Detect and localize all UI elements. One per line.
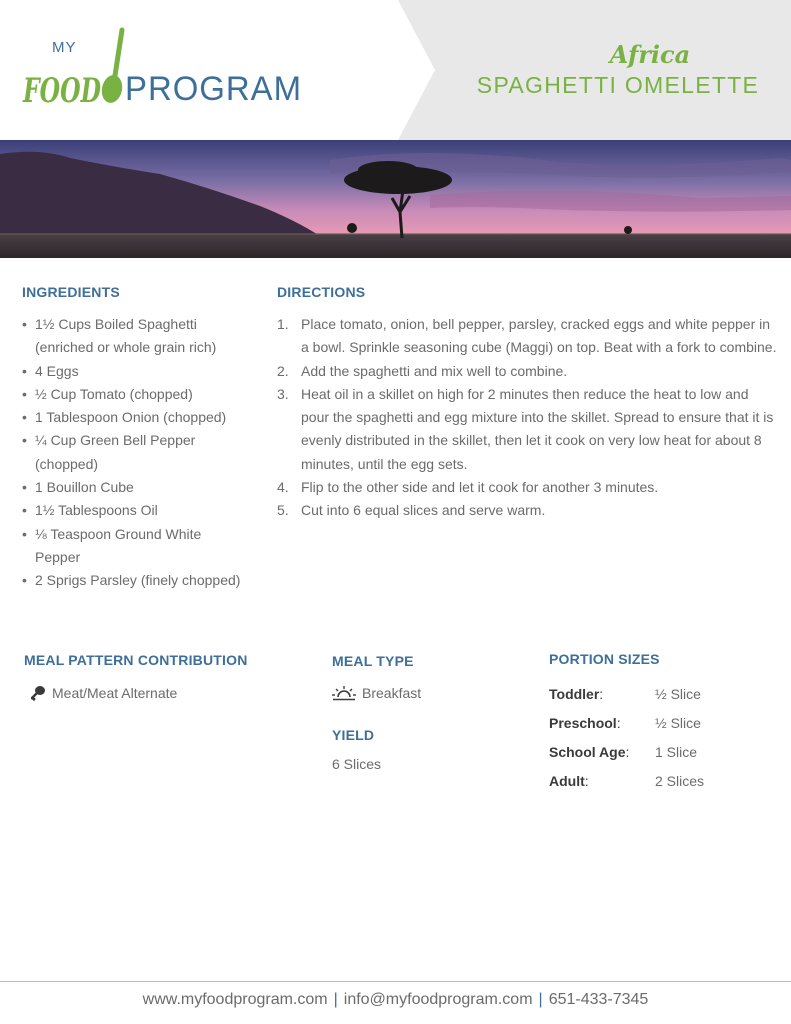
- meal-pattern-label: Meat/Meat Alternate: [52, 685, 178, 701]
- yield-heading: YIELD: [332, 727, 375, 743]
- meal-type-label: Breakfast: [362, 685, 422, 701]
- footer-email-link[interactable]: info@myfoodprogram.com: [343, 991, 533, 1008]
- portion-label: Preschool:: [549, 715, 621, 731]
- hero-landscape-image: [0, 140, 791, 258]
- step-text: Add the spaghetti and mix well to combine.: [301, 362, 568, 379]
- my-food-program-logo: [22, 22, 312, 112]
- ingredient-item: • 4 Eggs: [22, 360, 262, 383]
- portion-value: 2 Slices: [655, 773, 705, 789]
- ingredient-item: • ¼ Cup Green Bell Pepper: [22, 429, 262, 452]
- logo-food-text: FOOD: [22, 71, 102, 111]
- ingredients-list: [22, 313, 262, 593]
- directions-list: [277, 313, 777, 523]
- direction-step: [277, 476, 777, 499]
- ingredient-item: • 1 Tablespoon Onion (chopped): [22, 406, 262, 429]
- ingredient-item: • ½ Cup Tomato (chopped): [22, 383, 262, 406]
- portion-label: Toddler:: [549, 686, 604, 702]
- footer-divider: [0, 981, 791, 982]
- ingredient-item: • 2 Sprigs Parsley (finely chopped): [22, 569, 262, 592]
- step-text: Heat oil in a skillet on high for 2 minutes then reduce the heat to low and pour the spaghetti and egg mixture into the skillet. Spread to ensure that it is evenly distributed in the skillet, then let it cook on very low heat for about 8 minutes, until the egg sets.: [301, 385, 774, 472]
- footer-separator: |: [333, 991, 338, 1008]
- portion-value: ½ Slice: [655, 715, 701, 731]
- ingredient-item-continued: (chopped): [35, 455, 99, 472]
- recipe-title: SPAGHETTI OMELETTE: [476, 72, 760, 98]
- step-number: 3.: [277, 385, 289, 402]
- step-number: 1.: [277, 316, 289, 332]
- direction-step: [277, 383, 777, 476]
- step-number: 2.: [277, 362, 289, 379]
- ingredient-item-continued: Pepper: [35, 548, 81, 565]
- portion-value: ½ Slice: [655, 686, 701, 702]
- ingredient-item: • ⅛ Teaspoon Ground White: [22, 523, 262, 546]
- meal-type-heading: MEAL TYPE: [332, 653, 414, 669]
- meal-type-item: [332, 685, 421, 701]
- title-panel: [398, 0, 791, 140]
- recipe-region: Africa: [609, 40, 691, 69]
- portion-label: Adult:: [549, 773, 589, 789]
- ingredient-item: • 1½ Cups Boiled Spaghetti: [22, 313, 262, 336]
- portion-value: 1 Slice: [655, 744, 698, 760]
- ingredient-item: • 1 Bouillon Cube: [22, 476, 262, 499]
- portion-sizes-heading: PORTION SIZES: [549, 651, 660, 667]
- directions-heading: DIRECTIONS: [277, 284, 366, 300]
- step-text: Place tomato, onion, bell pepper, parsley, cracked eggs and white pepper in a bowl. Sprinkle seasoning cube (Maggi) on top. Beat with a fork to combine.: [301, 316, 777, 356]
- footer-separator: |: [538, 991, 543, 1008]
- ingredient-item: • 1½ Tablespoons Oil: [22, 499, 262, 522]
- meal-pattern-heading: MEAL PATTERN CONTRIBUTION: [24, 652, 248, 668]
- ingredients-heading: INGREDIENTS: [22, 284, 120, 300]
- yield-value: 6 Slices: [332, 756, 382, 772]
- spoon-icon: [99, 30, 124, 105]
- page-footer: [0, 991, 791, 1009]
- footer-website-link[interactable]: www.myfoodprogram.com: [142, 991, 328, 1008]
- meal-pattern-item: [30, 685, 177, 701]
- sunrise-icon: [332, 685, 356, 701]
- step-text: Flip to the other side and let it cook for another 3 minutes.: [301, 479, 659, 496]
- direction-step: [277, 499, 777, 522]
- footer-phone: 651-433-7345: [548, 991, 649, 1008]
- portion-label: School Age:: [549, 744, 630, 760]
- direction-step: [277, 360, 777, 383]
- ingredient-item-continued: (enriched or whole grain rich): [35, 339, 217, 356]
- step-number: 5.: [277, 502, 289, 519]
- logo-my-text: MY: [52, 39, 77, 56]
- page-header: [0, 0, 791, 140]
- drumstick-icon: [30, 685, 46, 701]
- step-number: 4.: [277, 479, 289, 496]
- logo-program-text: PROGRAM: [125, 70, 302, 108]
- direction-step: [277, 313, 777, 360]
- step-text: Cut into 6 equal slices and serve warm.: [301, 502, 546, 519]
